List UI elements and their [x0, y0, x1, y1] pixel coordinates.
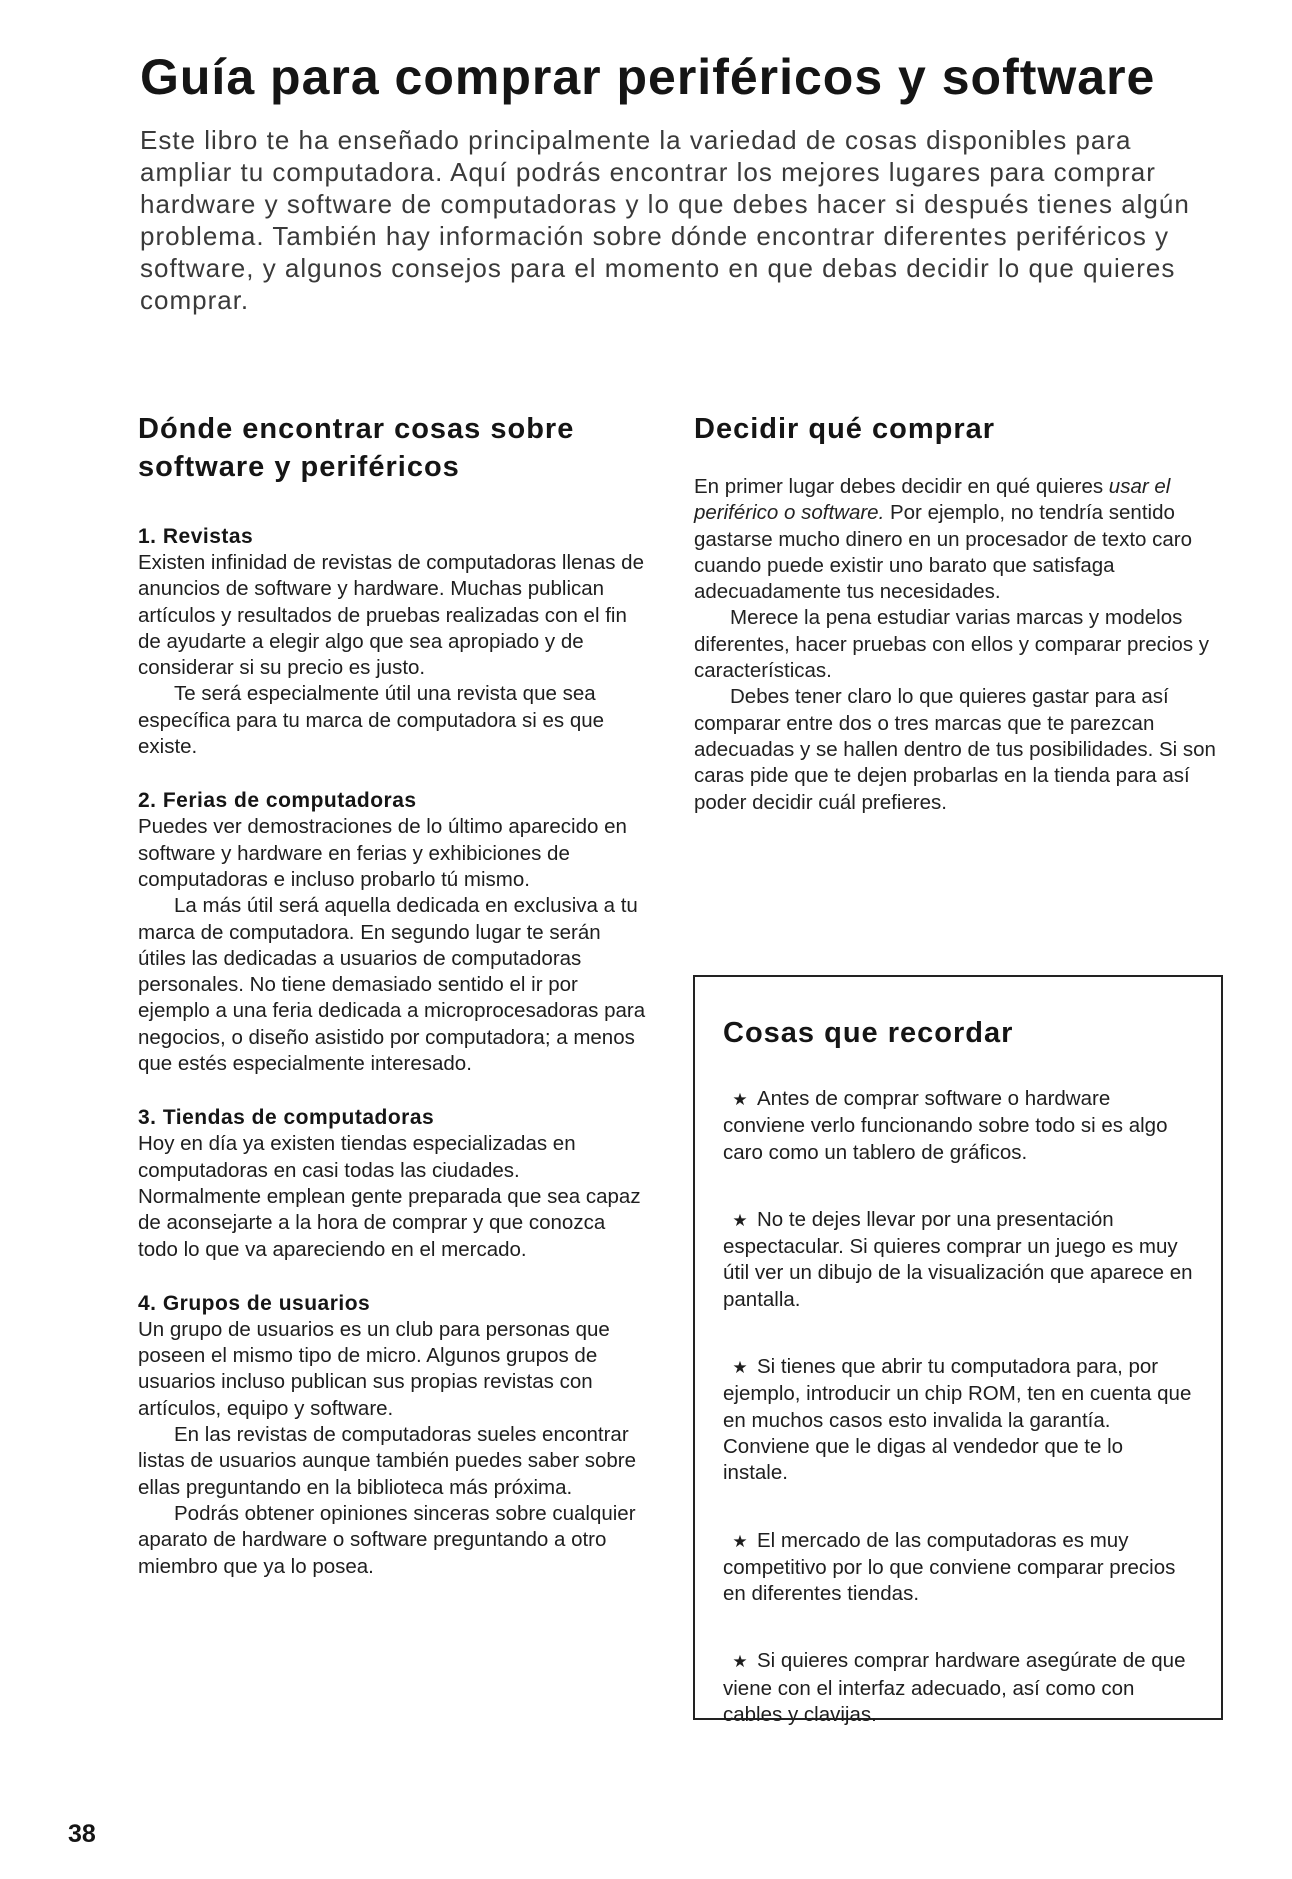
section-paragraph: La más útil será aquella dedicada en exclusiva a tu marca de computadora. En segundo lugar te serán útiles las dedicadas a usuarios de computadoras personales. No tiene demasiado sentido el ir por ejemplo a una feria dedicada a microprocesadoras para negocios, o diseño asistido por computadora; a menos que estés especialmente interesado.: [138, 894, 646, 1076]
reminder-item: [723, 1354, 1193, 1486]
section-paragraph: Te será especialmente útil una revista que sea específica para tu marca de computadora si es que existe.: [138, 682, 605, 759]
section-ferias: [138, 788, 648, 1077]
reminder-text: No te dejes llevar por una presentación espectacular. Si quieres comprar un juego es muy útil ver un dibujo de la visualización que aparece en pantalla.: [723, 1207, 1193, 1311]
right-paragraph: Debes tener claro lo que quieres gastar para así comparar entre dos o tres marcas que te parezcan adecuadas y se hallen dentro de tus posibilidades. Si son caras pide que te dejen probarlas en la tienda para así poder decidir cuál prefieres.: [694, 685, 1216, 814]
reminder-item: [723, 1207, 1193, 1313]
section-title: 4. Grupos de usuarios: [138, 1291, 371, 1315]
star-icon: ★: [732, 1090, 748, 1109]
star-icon: ★: [732, 1652, 748, 1672]
section-grupos: [138, 1291, 648, 1580]
reminder-item: [723, 1648, 1193, 1728]
star-icon: ★: [732, 1358, 748, 1378]
reminder-item: [723, 1086, 1193, 1166]
reminder-text: El mercado de las computadoras es muy competitivo por lo que conviene comparar precios en diferentes tiendas.: [723, 1528, 1176, 1606]
section-title: 1. Revistas: [138, 525, 254, 548]
section-paragraph: Existen infinidad de revistas de computadoras llenas de anuncios de software y hardware. Muchas publican artículos y resultados de pruebas realizadas con el fin de ayudarte a elegir algo que sea apropiado y de considerar si su precio es justo.: [138, 551, 644, 680]
left-column: [138, 410, 648, 1608]
reminder-text: Si quieres comprar hardware asegúrate de que viene con el interfaz adecuado, así como con cables y clavijas.: [723, 1649, 1186, 1727]
right-column: [694, 410, 1224, 816]
reminder-item: [723, 1528, 1193, 1608]
right-column-body: [694, 474, 1224, 816]
star-icon: ★: [732, 1531, 748, 1551]
reminders-box-heading: Cosas que recordar: [723, 1017, 1014, 1049]
section-paragraph: Podrás obtener opiniones sinceras sobre cualquier aparato de hardware o software preguntando a otro miembro que ya lo posea.: [138, 1501, 636, 1578]
right-paragraph-emphasis: usar el periférico o software.: [694, 475, 1171, 525]
page-number: 38: [68, 1820, 96, 1848]
section-paragraph: En las revistas de computadoras sueles encontrar listas de usuarios aunque también puedes saber sobre ellas preguntando en la biblioteca más próxima.: [138, 1423, 637, 1499]
right-paragraph: Merece la pena estudiar varias marcas y modelos diferentes, hacer pruebas con ellos y comparar precios y características.: [694, 606, 1210, 683]
right-column-heading: Decidir qué comprar: [694, 413, 996, 445]
star-icon: ★: [732, 1210, 748, 1230]
right-paragraph-text: Por ejemplo, no tendría sentido gastarse mucho dinero en un procesador de texto caro cuando puede existir uno barato que satisfaga adecuadamente tus necesidades.: [694, 501, 1192, 604]
section-title: 2. Ferias de computadoras: [138, 789, 417, 813]
reminder-text: Si tienes que abrir tu computadora para, por ejemplo, introducir un chip ROM, ten en cuenta que en muchos casos esto invalida la garantía. Conviene que le digas al vendedor que te lo instale.: [723, 1355, 1192, 1485]
left-column-heading: Dónde encontrar cosas sobre software y periféricos: [138, 413, 575, 483]
intro-paragraph: Este libro te ha enseñado principalmente la variedad de cosas disponibles para ampliar tu computadora. Aquí podrás encontrar los mejores lugares para comprar hardware y software de computadoras y lo que debes hacer si después tienes algún problema. También hay información sobre dónde encontrar diferentes periféricos y software, y algunos consejos para el momento en que debas decidir lo que quieres comprar.: [140, 125, 1190, 315]
page-title: Guía para comprar periféricos y software: [140, 49, 1156, 105]
section-paragraph: Puedes ver demostraciones de lo último aparecido en software y hardware en ferias y exhibiciones de computadoras e incluso probarlo tú mismo.: [138, 815, 627, 891]
section-tiendas: [138, 1105, 648, 1262]
right-paragraph: [694, 474, 1224, 605]
section-paragraph: Un grupo de usuarios es un club para personas que poseen el mismo tipo de micro. Algunos grupos de usuarios incluso publican sus propias revistas con artículos, equipo y software.: [138, 1317, 610, 1420]
section-paragraph: Hoy en día ya existen tiendas especializadas en computadoras en casi todas las ciudades. Normalmente emplean gente preparada que sea capaz de aconsejarte a la hora de comprar y que conozca todo lo que va apareciendo en el mercado.: [138, 1132, 641, 1261]
section-title: 3. Tiendas de computadoras: [138, 1106, 435, 1130]
right-paragraph-text: En primer lugar debes decidir en qué quieres: [694, 475, 1109, 498]
section-revistas: [138, 524, 648, 760]
reminder-text: Antes de comprar software o hardware conviene verlo funcionando sobre todo si es algo caro como un tablero de gráficos.: [723, 1087, 1168, 1164]
reminders-box: [693, 975, 1223, 1727]
